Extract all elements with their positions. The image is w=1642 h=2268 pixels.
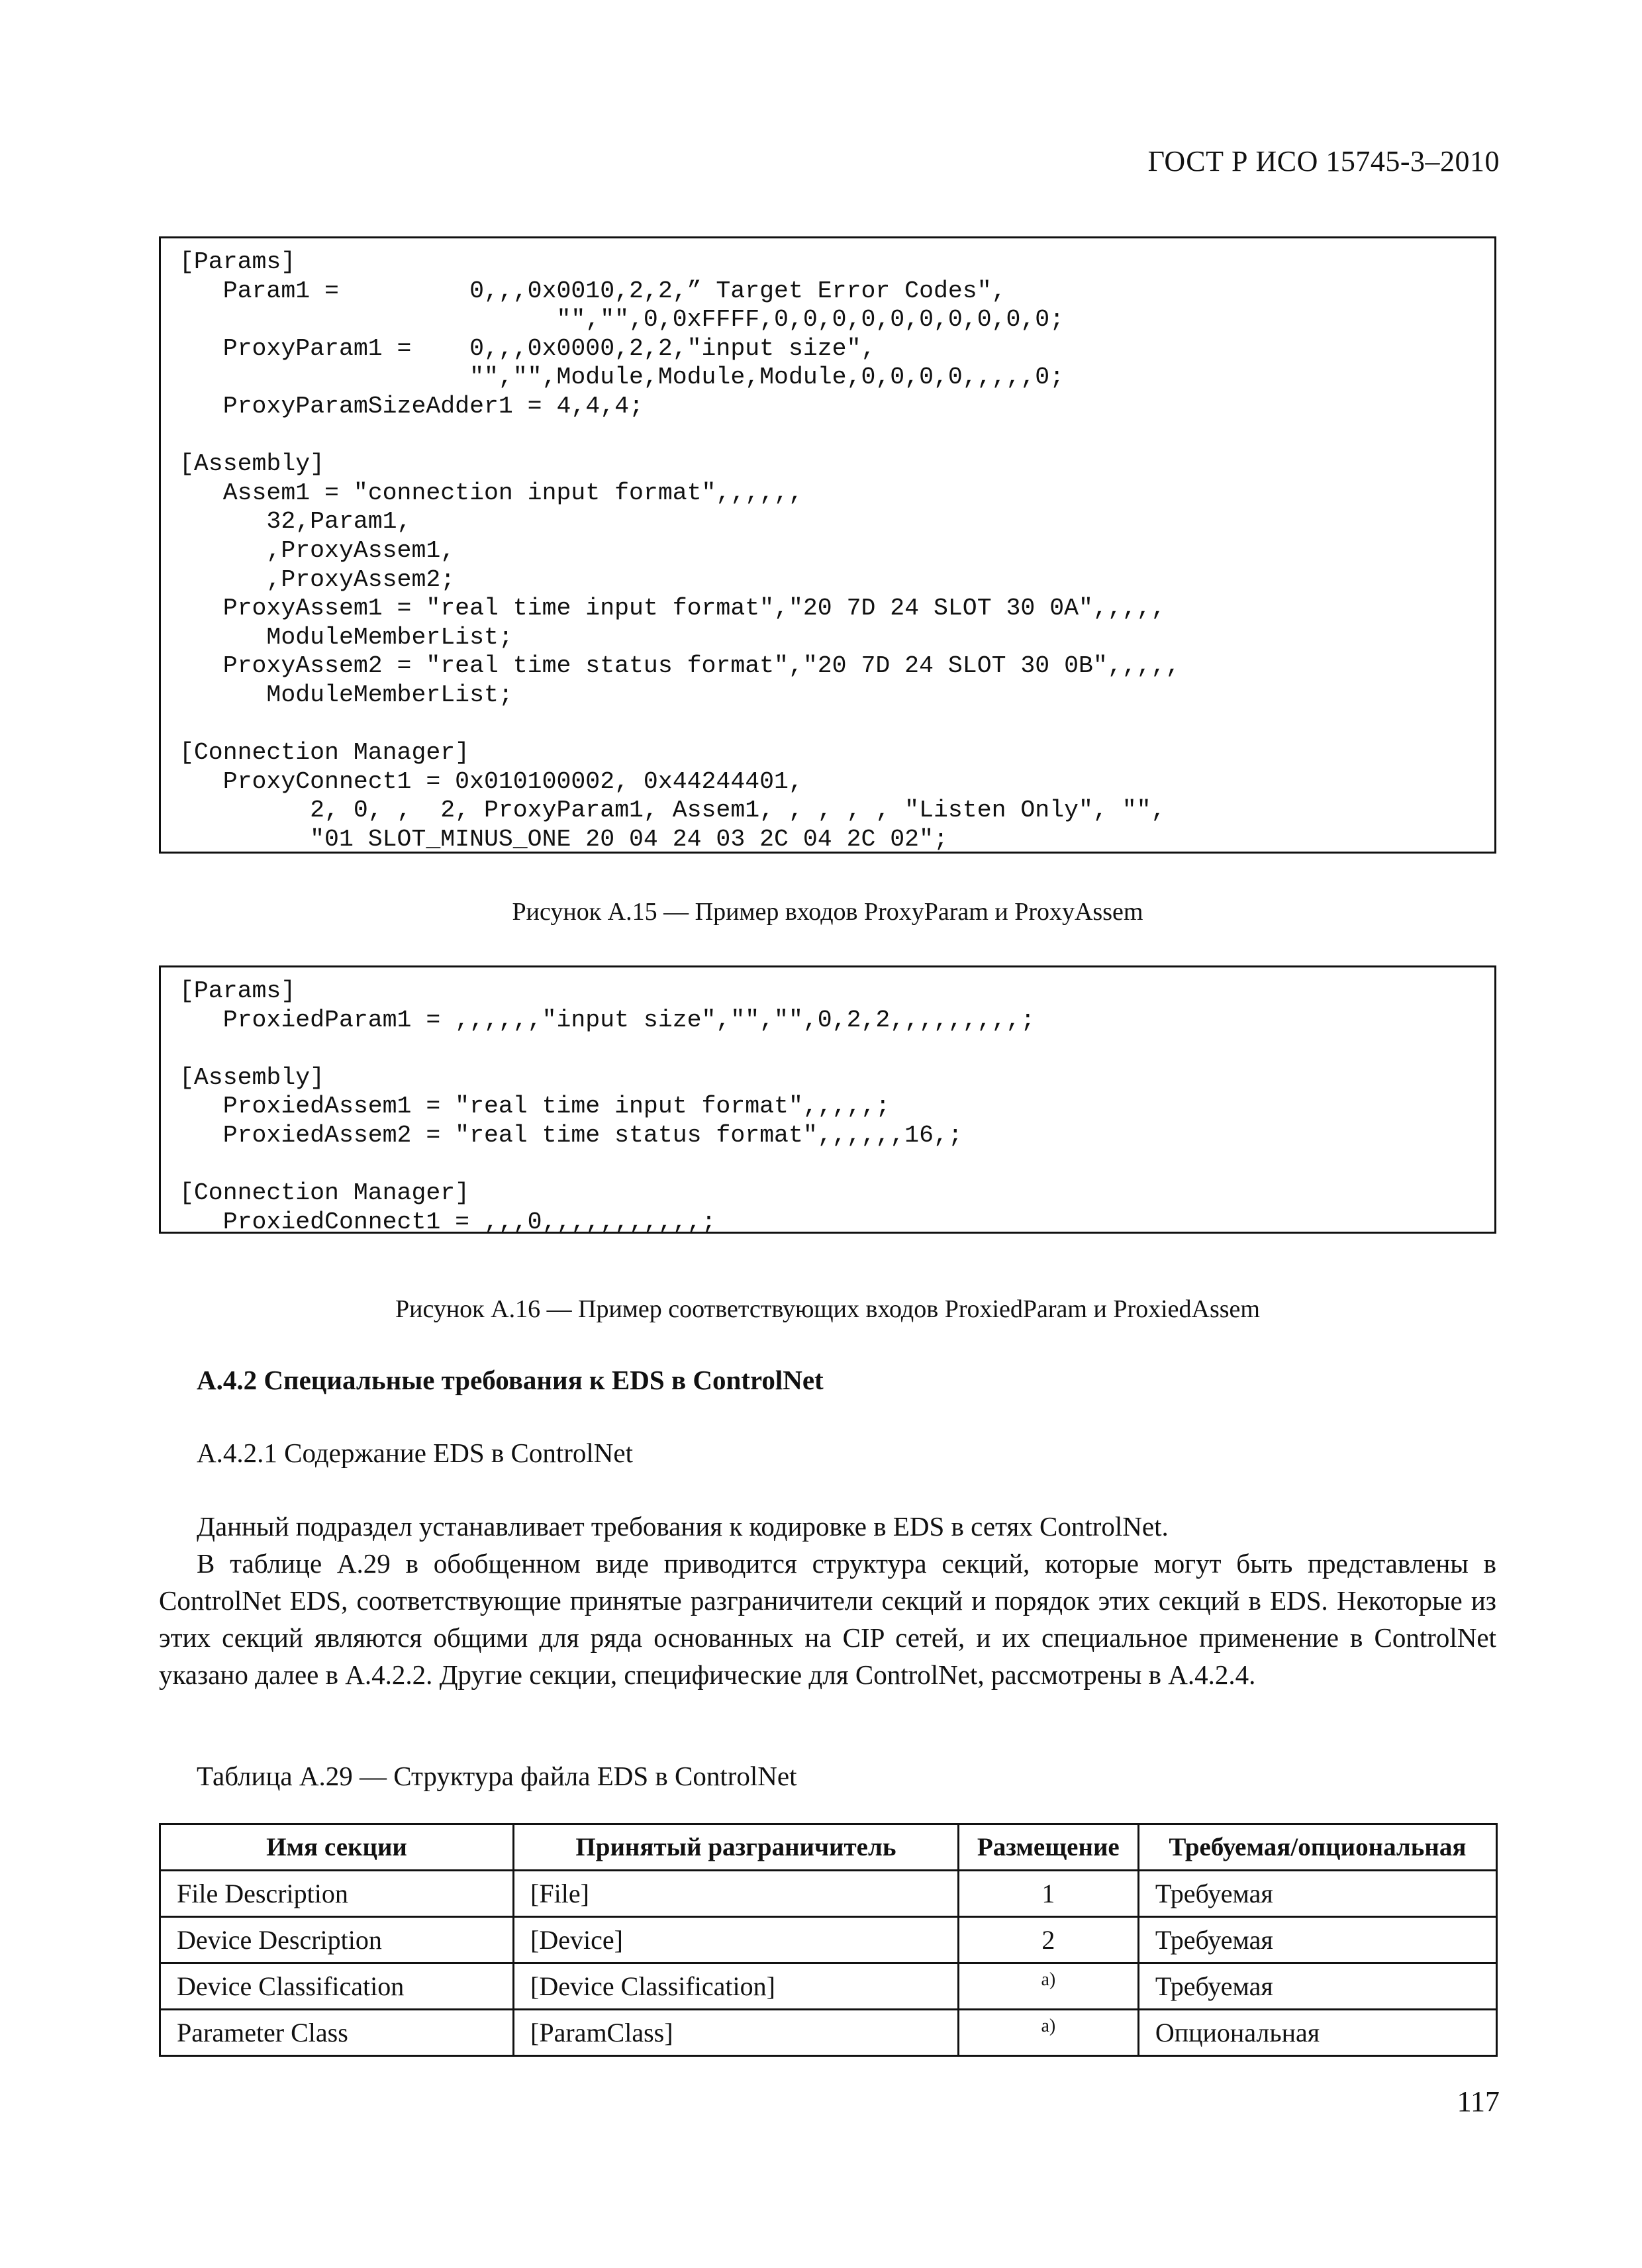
page-number: 117: [1457, 2085, 1500, 2118]
document-code: ГОСТ Р ИСО 15745-3–2010: [1147, 145, 1500, 177]
requirement: Требуемая: [1138, 1871, 1496, 1917]
table-row: [160, 1917, 1497, 1963]
paragraph: В таблице А.29 в обобщенном виде приводится структура секций, которые могут быть представлены в ControlNet EDS, соответствующие принятые разграничители секций и порядок этих секций в EDS. Некоторые из этих секций являются общими для ряда основанных на CIP сетей, и их специальное применение в ControlNet указано далее в А.4.2.2. Другие секции, специфические для ControlNet, рассмотрены в А.4.2.4.: [159, 1548, 1496, 1690]
table-title: Таблица А.29 — Структура файла EDS в ControlNet: [197, 1761, 797, 1791]
subsection-heading: А.4.2.1 Содержание EDS в ControlNet: [197, 1438, 633, 1468]
table-row: [160, 2010, 1497, 2056]
requirement: Требуемая: [1138, 1917, 1496, 1963]
column-header: Требуемая/опциональная: [1138, 1824, 1496, 1871]
placement: 1: [958, 1871, 1138, 1917]
code-example-proxy: [159, 236, 1496, 854]
figure-caption-a16: Рисунок А.16 — Пример соответствующих входов ProxiedParam и ProxiedAssem: [395, 1295, 1260, 1323]
figure-caption-a15: Рисунок А.15 — Пример входов ProxyParam и ProxyAssem: [512, 898, 1143, 926]
placement: 2: [958, 1917, 1138, 1963]
column-header: Имя секции: [160, 1824, 514, 1871]
delimiter: [Device]: [514, 1917, 959, 1963]
placement-note: a): [958, 2010, 1138, 2056]
section-heading: А.4.2 Специальные требования к EDS в ControlNet: [197, 1365, 824, 1395]
section-name: File Description: [160, 1871, 514, 1917]
eds-structure-table: [159, 1823, 1498, 2057]
requirement: Требуемая: [1138, 1963, 1496, 2010]
table-row: [160, 1963, 1497, 2010]
delimiter: [Device Classification]: [514, 1963, 959, 2010]
delimiter: [ParamClass]: [514, 2010, 959, 2056]
table-row: [160, 1871, 1497, 1917]
code-block: [Params] ProxiedParam1 = ,,,,,,"input size","","",0,2,2,,,,,,,,,; [Assembly] ProxiedAssem1 = "real time input format",,,,,; ProxiedAssem2 = "real time status format",,,,,,16,; [Connection Manager] ProxiedConnect1 = ,,,0,,,,,,,,,,,;: [179, 977, 1036, 1236]
code-block: [Params] Param1 = 0,,,0x0010,2,2,” Target Error Codes", "","",0,0xFFFF,0,0,0,0,0,0,0,0,0,0; ProxyParam1 = 0,,,0x0000,2,2,"input size", "","",Module,Module,Module,0,0,0,0,,,,,0; ProxyParamSizeAdder1 = 4,4,4; [Assembly] Assem1 = "connection input format",,,,,, 32,Param1, ,ProxyAssem1, ,ProxyAssem2; ProxyAssem1 = "real time input format","20 7D 24 SLOT 30 0A",,,,, ModuleMemberList; ProxyAssem2 = "real time status format","20 7D 24 SLOT 30 0B",,,,, ModuleMemberList; [Connection Manager] ProxyConnect1 = 0x010100002, 0x44244401, 2, 0, , 2, ProxyParam1, Assem1, , , , , "Listen Only", "", "01 SLOT_MINUS_ONE 20 04 24 03 2C 04 2C 02";: [179, 248, 1181, 853]
paragraph: Данный подраздел устанавливает требования к кодировке в EDS в сетях ControlNet.: [197, 1511, 1169, 1542]
table-header-row: [160, 1824, 1497, 1871]
code-example-proxied: [159, 965, 1496, 1234]
section-name: Device Description: [160, 1917, 514, 1963]
column-header: Размещение: [958, 1824, 1138, 1871]
delimiter: [File]: [514, 1871, 959, 1917]
column-header: Принятый разграничитель: [514, 1824, 959, 1871]
requirement: Опциональная: [1138, 2010, 1496, 2056]
section-name: Device Classification: [160, 1963, 514, 2010]
placement-note: a): [958, 1963, 1138, 2010]
section-name: Parameter Class: [160, 2010, 514, 2056]
